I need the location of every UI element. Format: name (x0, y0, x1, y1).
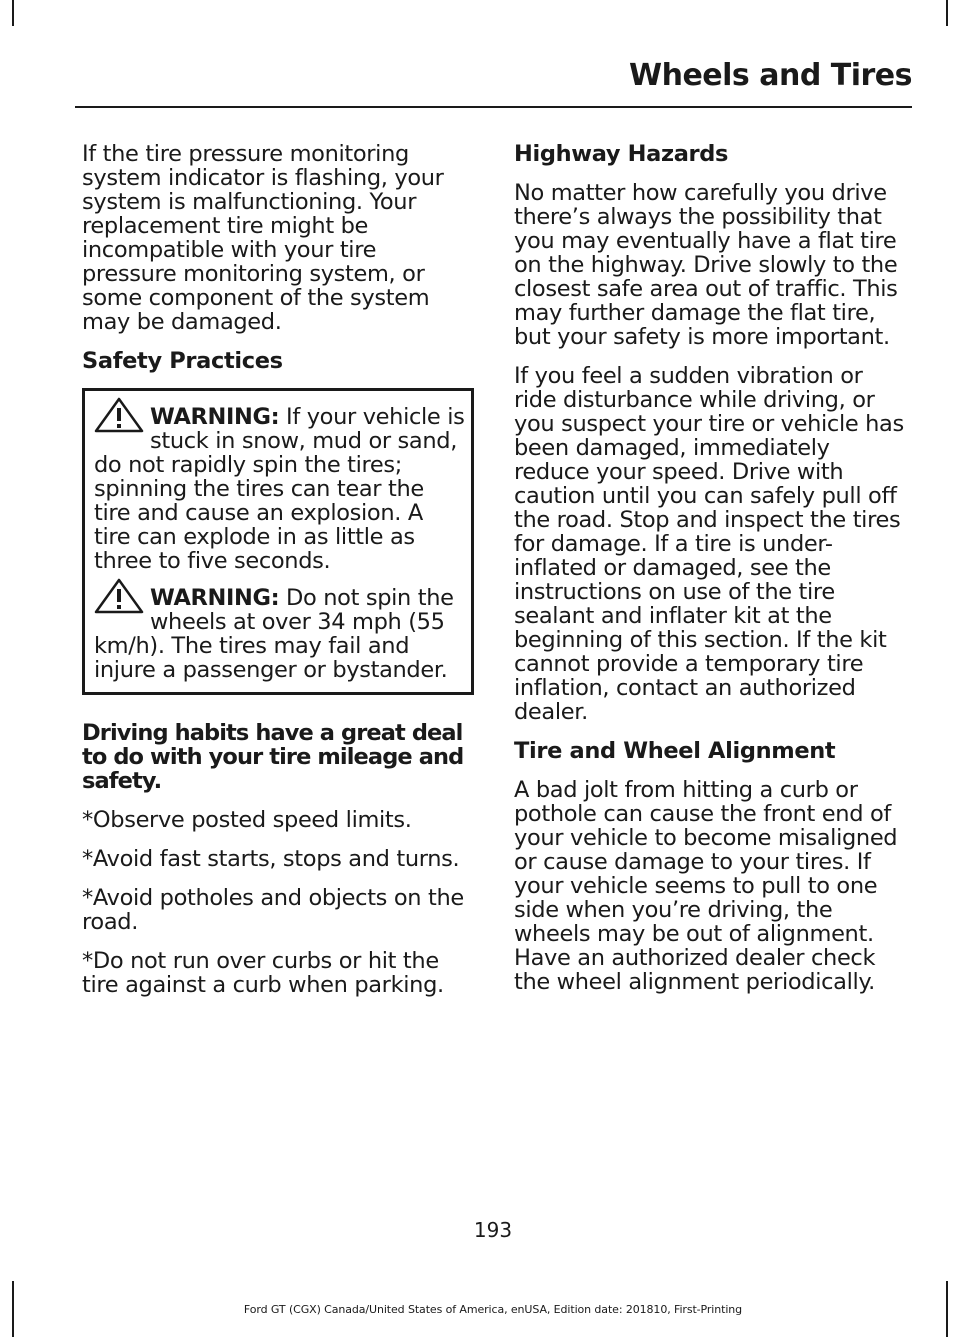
habit-item: *Avoid potholes and objects on the road. (82, 885, 464, 935)
habit-item: *Avoid fast starts, stops and turns. (82, 846, 460, 872)
warning-triangle-icon (94, 578, 144, 614)
warning-triangle-icon (94, 397, 144, 433)
warning-stuck-in-snow (94, 405, 465, 573)
left-column (82, 142, 474, 1012)
hazards-flat-tire-paragraph: No matter how carefully you drive there’s always the possibility that you may eventually have a flat tire on the highway. Drive slowly to the closest safe area out of traffic. This may further damage the flat tire, but your safety is more important. (514, 180, 898, 350)
highway-hazards-heading: Highway Hazards (514, 141, 729, 167)
safety-practices-heading: Safety Practices (82, 348, 283, 374)
driving-habits-heading: Driving habits have a great deal to do with your tire mileage and safety. (82, 720, 464, 794)
alignment-paragraph: A bad jolt from hitting a curb or pothole can cause the front end of your vehicle to become misaligned or cause damage to your tires. If your vehicle seems to pull to one side when you’re driving, the wheels may be out of alignment. Have an authorized dealer check the wheel alignment periodically. (514, 777, 898, 995)
header-rule (75, 106, 912, 108)
warning-box (82, 388, 474, 695)
habit-item: *Do not run over curbs or hit the tire against a curb when parking. (82, 948, 444, 998)
warning-wheel-spin-speed (94, 586, 465, 682)
warning-text: If your vehicle is stuck in snow, mud or sand, do not rapidly spin the tires; spinning the tires can tear the tire and cause an explosion. A tire can explode in as little as three to five seconds. (94, 404, 465, 574)
tpms-flashing-paragraph: If the tire pressure monitoring system indicator is flashing, your system is malfunctioning. Your replacement tire might be incompatible with your tire pressure monitoring system, or some component of the system may be damaged. (82, 141, 444, 335)
crop-mark-top-left (12, 0, 14, 26)
alignment-heading: Tire and Wheel Alignment (514, 738, 836, 764)
habit-item: *Observe posted speed limits. (82, 807, 412, 833)
page-number: 193 (473, 1218, 513, 1242)
hazards-vibration-paragraph: If you feel a sudden vibration or ride disturbance while driving, or you suspect your tire or vehicle has been damaged, immediately reduce your speed. Drive with caution until you can safely pull off the road. Stop and inspect the tires for damage. If a tire is under-inflated or damaged, see the instructions on use of the tire sealant and inflater kit at the beginning of this section. If the kit cannot provide a temporary tire inflation, contact an authorized dealer. (514, 363, 904, 725)
crop-mark-top-right (946, 0, 948, 26)
warning-label: WARNING: (150, 404, 280, 430)
right-column (514, 142, 906, 1009)
warning-label: WARNING: (150, 585, 280, 611)
warning-text: Do not spin the wheels at over 34 mph (55 km/h). The tires may fail and injure a passenger or bystander. (94, 585, 454, 683)
edition-footer: Ford GT (CGX) Canada/United States of America, enUSA, Edition date: 201810, First-Printing (243, 1303, 743, 1316)
page-title: Wheels and Tires (629, 58, 912, 93)
